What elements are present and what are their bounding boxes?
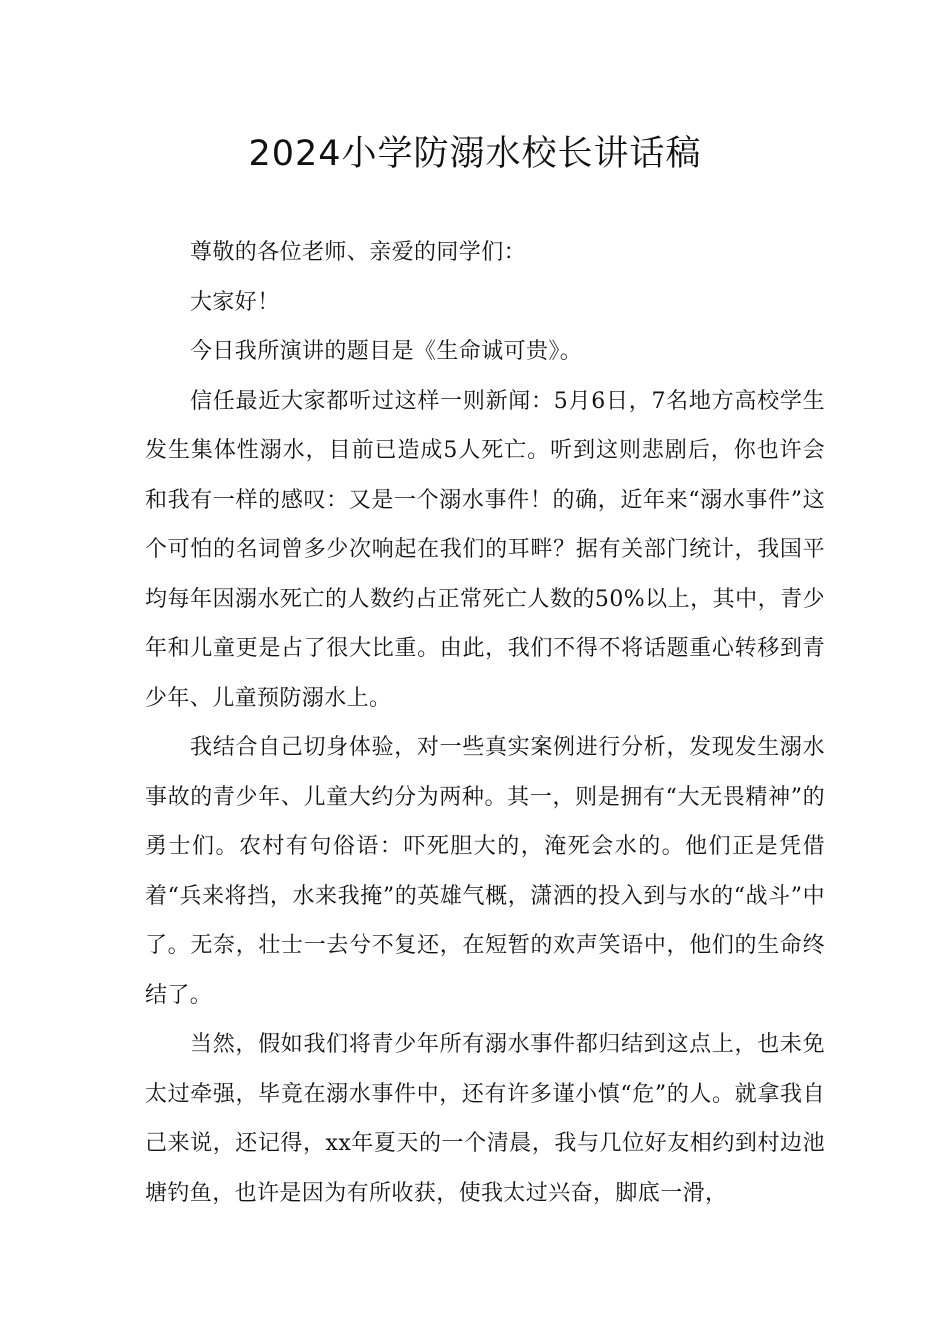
personal-story-paragraph: 当然，假如我们将青少年所有溺水事件都归结到这点上，也未免太过牵强，毕竟在溺水事件中，还有许多谨小慎“危”的人。就拿我自己来说，还记得，xx年夏天的一个清晨，我与几位好友相约到村边池塘钓鱼，也许是因为有所收获，使我太过兴奋，脚底一滑， — [145, 1032, 825, 1206]
greeting-paragraph: 尊敬的各位老师、亲爱的同学们： — [190, 240, 527, 265]
hello-paragraph: 大家好！ — [190, 289, 280, 315]
topic-paragraph: 今日我所演讲的题目是《生命诚可贵》。 — [190, 339, 583, 364]
document-body — [145, 228, 825, 1218]
document-title: 2024小学防溺水校长讲话稿 — [248, 134, 702, 174]
news-paragraph: 信任最近大家都听过这样一则新闻：5月6日，7名地方高校学生发生集体性溺水，目前已造成5人死亡。听到这则悲剧后，你也许会和我有一样的感叹：又是一个溺水事件！的确，近年来“溺水事件”这个可怕的名词曾多少次响起在我们的耳畔？据有关部门统计，我国平均每年因溺水死亡的人数约占正常死亡人数的50%以上，其中，青少年和儿童更是占了很大比重。由此，我们不得不将话题重心转移到青少年、儿童预防溺水上。 — [145, 388, 825, 711]
analysis-paragraph: 我结合自己切身体验，对一些真实案例进行分析，发现发生溺水事故的青少年、儿童大约分为两种。其一，则是拥有“大无畏精神”的勇士们。农村有句俗语：吓死胆大的，淹死会水的。他们正是凭借着“兵来将挡，水来我掩”的英雄气概，潇洒的投入到与水的“战斗”中了。无奈，壮士一去兮不复还，在短暂的欢声笑语中，他们的生命终结了。 — [145, 735, 825, 1008]
